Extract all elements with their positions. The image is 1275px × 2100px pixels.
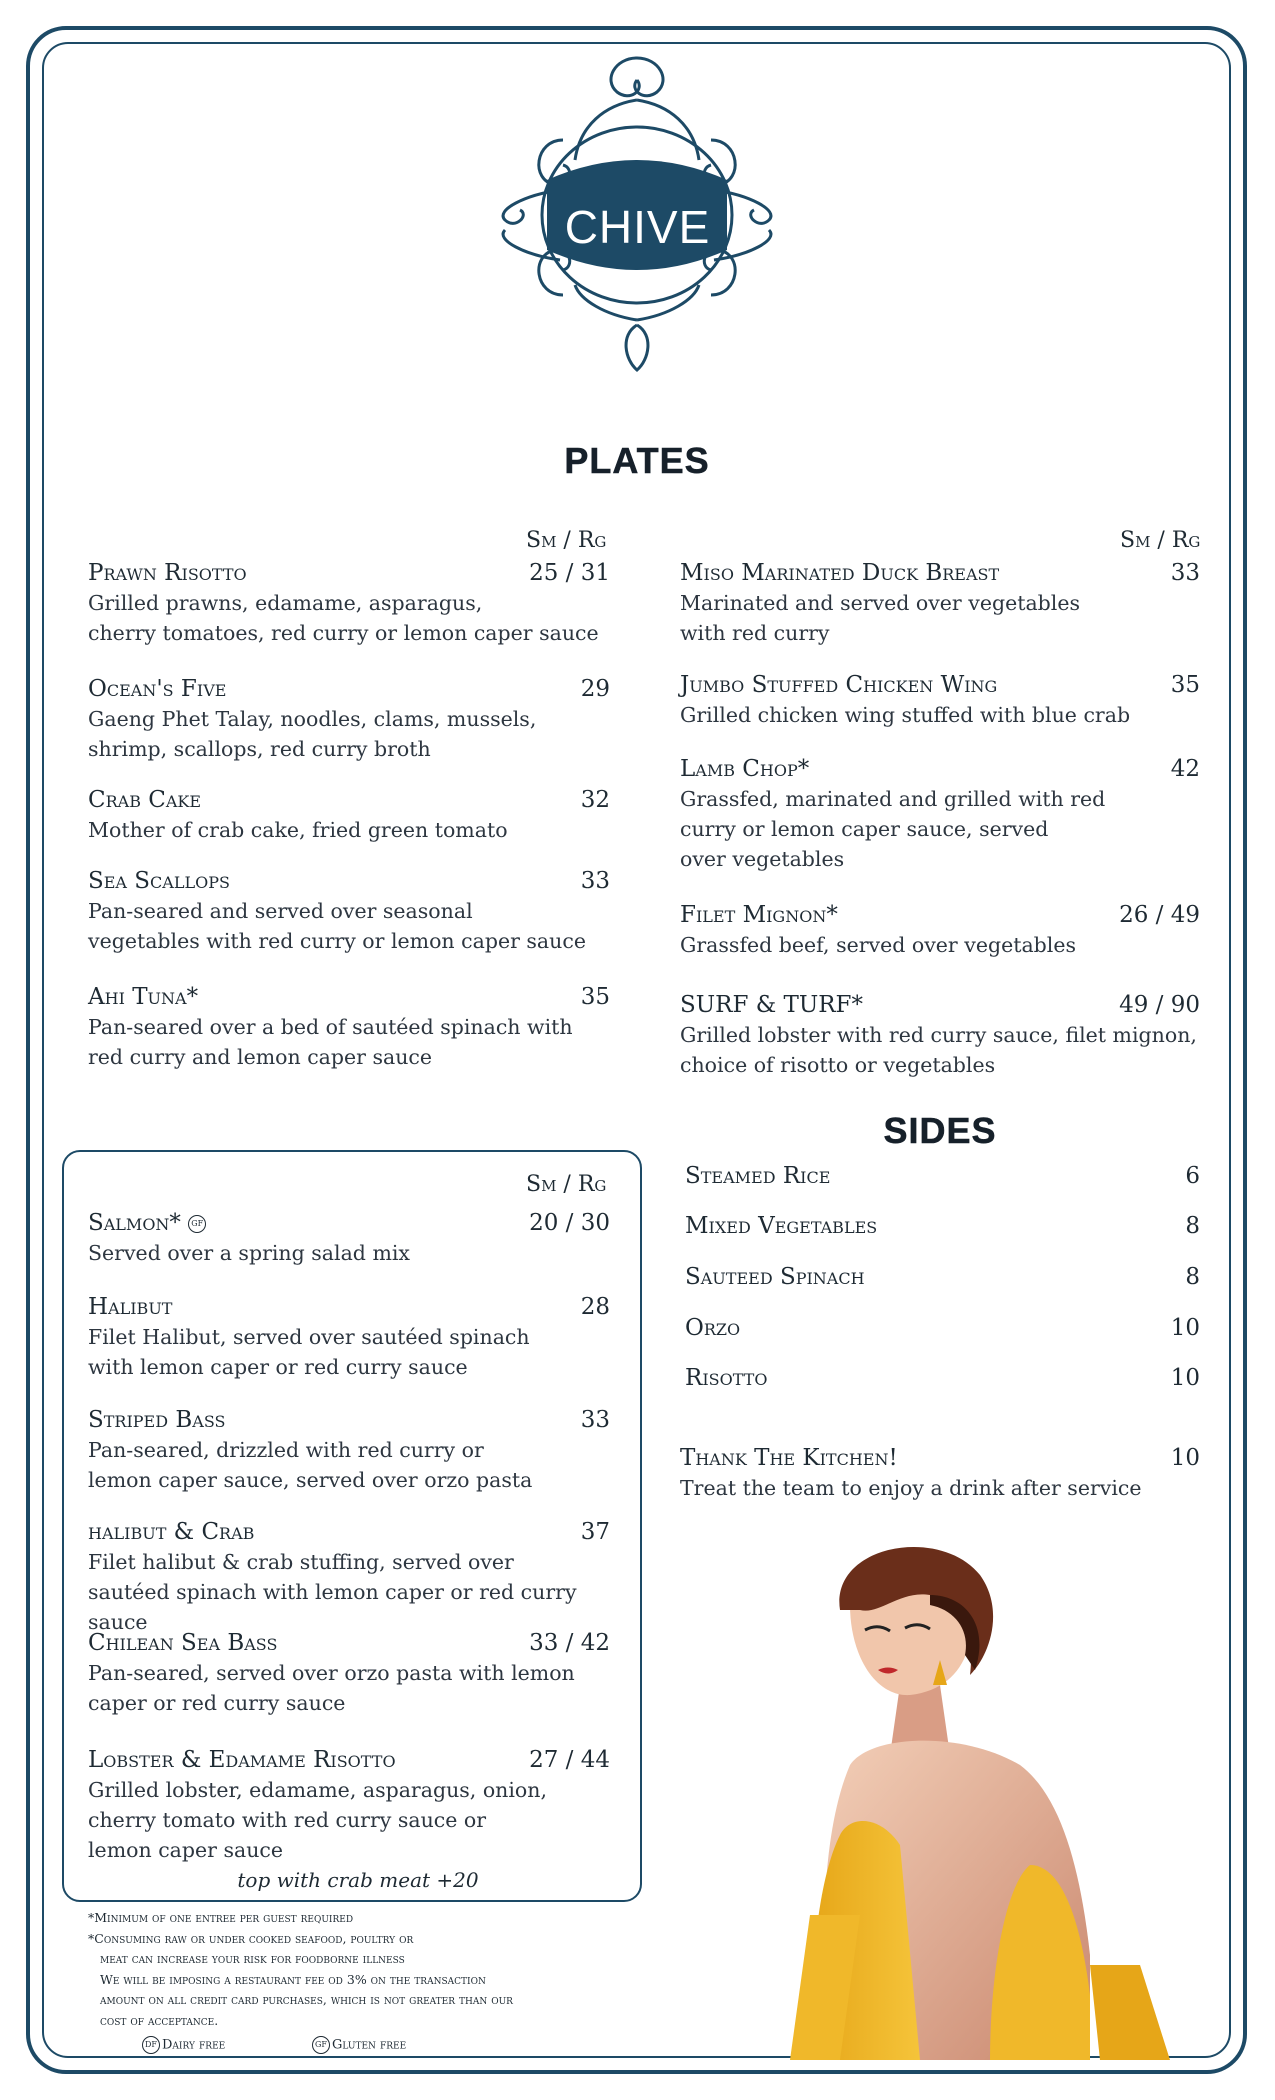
legend-label: Dairy free — [162, 2037, 226, 2053]
menu-item — [680, 990, 1200, 1080]
item-desc-line: cherry tomatoes, red curry or lemon caper sauce — [88, 621, 599, 645]
item-desc-line: shrimp, scallops, red curry broth — [88, 737, 431, 761]
crab-meat-note: top with crab meat +20 — [237, 1868, 479, 1892]
item-desc-line: vegetables with red curry or lemon caper sauce — [88, 929, 586, 953]
item-name: SURF & TURF* — [680, 992, 864, 1018]
item-desc-line: Mother of crab cake, fried green tomato — [88, 818, 508, 842]
item-desc-line: Served over a spring salad mix — [88, 1241, 410, 1265]
left-price-header: Sm / Rg — [526, 528, 607, 553]
menu-item — [680, 558, 1200, 648]
item-desc-line: Filet Halibut, served over sautéed spinach — [88, 1325, 530, 1349]
plates-heading: PLATES — [564, 440, 710, 481]
item-name: Lobster & Edamame Risotto — [88, 1747, 396, 1773]
side-name: Orzo — [685, 1315, 741, 1341]
menu-item — [88, 558, 610, 648]
menu-item — [88, 1745, 610, 1865]
item-name: Chilean Sea Bass — [88, 1630, 278, 1656]
item-name: Striped Bass — [88, 1407, 226, 1433]
item-desc-line: Pan-seared over a bed of sautéed spinach with — [88, 1015, 573, 1039]
menu-item — [88, 1292, 610, 1382]
item-name: Filet Mignon* — [680, 902, 838, 928]
item-desc-line: Grassfed, marinated and grilled with red — [680, 787, 1106, 811]
item-desc-line: over vegetables — [680, 847, 845, 871]
item-desc-line: sautéed spinach with lemon caper or red curry sauce — [88, 1580, 577, 1634]
footnote-line: We will be imposing a restaurant fee od 3% on the transaction — [100, 1971, 486, 1987]
footnote-line: amount on all credit card purchases, which is not greater than our — [100, 1992, 513, 2007]
side-price: 8 — [1185, 1264, 1200, 1290]
footnote-line: meat can increase your risk for foodborne illness — [100, 1951, 405, 1966]
side-name: Risotto — [685, 1365, 768, 1391]
side-item — [685, 1163, 1200, 1189]
item-desc-line: Gaeng Phet Talay, noodles, clams, mussels, — [88, 707, 537, 731]
item-desc-line: Pan-seared, drizzled with red curry or — [88, 1438, 484, 1462]
right-price-header: Sm / Rg — [1120, 528, 1201, 553]
item-price: 26 / 49 — [1119, 902, 1200, 928]
item-price: 49 / 90 — [1119, 992, 1200, 1018]
menu-item — [88, 1405, 610, 1495]
item-desc-line: choice of risotto or vegetables — [680, 1053, 996, 1077]
item-desc-line: caper or red curry sauce — [88, 1691, 346, 1715]
menu-item — [680, 754, 1200, 874]
item-desc-line: with red curry — [680, 621, 830, 645]
item-desc-line: with lemon caper or red curry sauce — [88, 1355, 468, 1379]
item-price: 33 — [1170, 560, 1200, 586]
item-name: Ocean's Five — [88, 676, 227, 702]
item-price: 33 — [580, 1407, 610, 1433]
item-price: 35 — [580, 984, 610, 1010]
item-desc-line: Grassfed beef, served over vegetables — [680, 933, 1077, 957]
item-price: 42 — [1170, 756, 1200, 782]
item-desc-line: Grilled lobster, edamame, asparagus, onion, — [88, 1778, 547, 1802]
item-desc-line: Grilled prawns, edamame, asparagus, — [88, 591, 483, 615]
side-price: 6 — [1185, 1163, 1200, 1189]
footnote-line: *Consuming raw or under cooked seafood, poultry or — [88, 1930, 414, 1946]
menu-item — [88, 1208, 610, 1268]
logo-tagline: sea bar & lounge — [599, 286, 676, 297]
kitchen-tip-item — [680, 1443, 1200, 1503]
dairy-free-badge: DF — [142, 2036, 160, 2054]
item-price: 33 / 42 — [529, 1630, 610, 1656]
chive-logo — [485, 50, 790, 380]
item-desc-line: lemon caper sauce, served over orzo pasta — [88, 1468, 533, 1492]
item-desc-line: cherry tomato with red curry sauce or — [88, 1808, 487, 1832]
gluten-free-badge: GF — [188, 1215, 206, 1233]
item-name: Jumbo Stuffed Chicken Wing — [680, 672, 998, 698]
item-name: Ahi Tuna* — [88, 984, 199, 1010]
item-price: 20 / 30 — [529, 1210, 610, 1236]
item-price: 35 — [1170, 672, 1200, 698]
item-name: Prawn Risotto — [88, 560, 247, 586]
side-price: 10 — [1170, 1365, 1200, 1391]
item-desc-line: Filet halibut & crab stuffing, served over — [88, 1550, 514, 1574]
menu-item — [88, 1628, 610, 1718]
legend-label: Gluten free — [332, 2037, 407, 2053]
item-price: 32 — [580, 787, 610, 813]
item-price: 10 — [1170, 1445, 1200, 1471]
item-name: Miso Marinated Duck Breast — [680, 560, 1000, 586]
item-name: Sea Scallops — [88, 868, 230, 894]
footnote-line: cost of acceptance. — [100, 2012, 219, 2028]
item-price: 29 — [580, 676, 610, 702]
side-item — [685, 1315, 1200, 1341]
side-item — [685, 1264, 1200, 1290]
item-desc-line: red curry and lemon caper sauce — [88, 1045, 433, 1069]
art-deco-woman-illustration — [790, 1535, 1200, 2060]
footnote-line: *Minimum of one entree per guest required — [88, 1910, 354, 1925]
sides-heading: SIDES — [883, 1110, 997, 1151]
legend-gluten-free — [312, 2036, 406, 2054]
side-name: Sauteed Spinach — [685, 1264, 865, 1290]
logo-name: CHIVE — [564, 201, 711, 253]
side-item — [685, 1365, 1200, 1391]
side-price: 10 — [1170, 1315, 1200, 1341]
menu-item — [680, 900, 1200, 960]
item-desc-line: Grilled chicken wing stuffed with blue crab — [680, 703, 1131, 727]
footnotes — [88, 1908, 688, 2031]
menu-item — [88, 866, 610, 956]
item-price: 28 — [580, 1294, 610, 1320]
menu-item — [88, 982, 610, 1072]
item-price: 33 — [580, 868, 610, 894]
side-name: Mixed Vegetables — [685, 1213, 878, 1239]
menu-item — [88, 674, 610, 764]
side-item — [685, 1213, 1200, 1239]
item-name-text: Salmon* — [88, 1210, 181, 1236]
fish-price-header: Sm / Rg — [526, 1172, 607, 1197]
menu-item — [680, 670, 1200, 730]
item-price: 27 / 44 — [529, 1747, 610, 1773]
menu-item — [88, 785, 610, 845]
item-desc-line: Pan-seared, served over orzo pasta with lemon — [88, 1661, 575, 1685]
item-name: Halibut — [88, 1294, 173, 1320]
side-price: 8 — [1185, 1213, 1200, 1239]
legend-dairy-free — [142, 2036, 225, 2054]
item-name: halibut & Crab — [88, 1519, 255, 1545]
item-name: Crab Cake — [88, 787, 202, 813]
menu-item — [88, 1517, 610, 1637]
item-name: Thank The Kitchen! — [680, 1445, 898, 1471]
item-desc-line: lemon caper sauce — [88, 1838, 284, 1862]
item-desc-line: Grilled lobster with red curry sauce, filet mignon, — [680, 1023, 1197, 1047]
item-name: Lamb Chop* — [680, 756, 810, 782]
gluten-free-badge: GF — [312, 2036, 330, 2054]
item-price: 37 — [580, 1519, 610, 1545]
item-price: 25 / 31 — [529, 560, 610, 586]
item-desc-line: Marinated and served over vegetables — [680, 591, 1081, 615]
item-desc-line: Pan-seared and served over seasonal — [88, 899, 473, 923]
side-name: Steamed Rice — [685, 1163, 831, 1189]
item-desc-line: Treat the team to enjoy a drink after service — [680, 1476, 1142, 1500]
item-desc-line: curry or lemon caper sauce, served — [680, 817, 1049, 841]
